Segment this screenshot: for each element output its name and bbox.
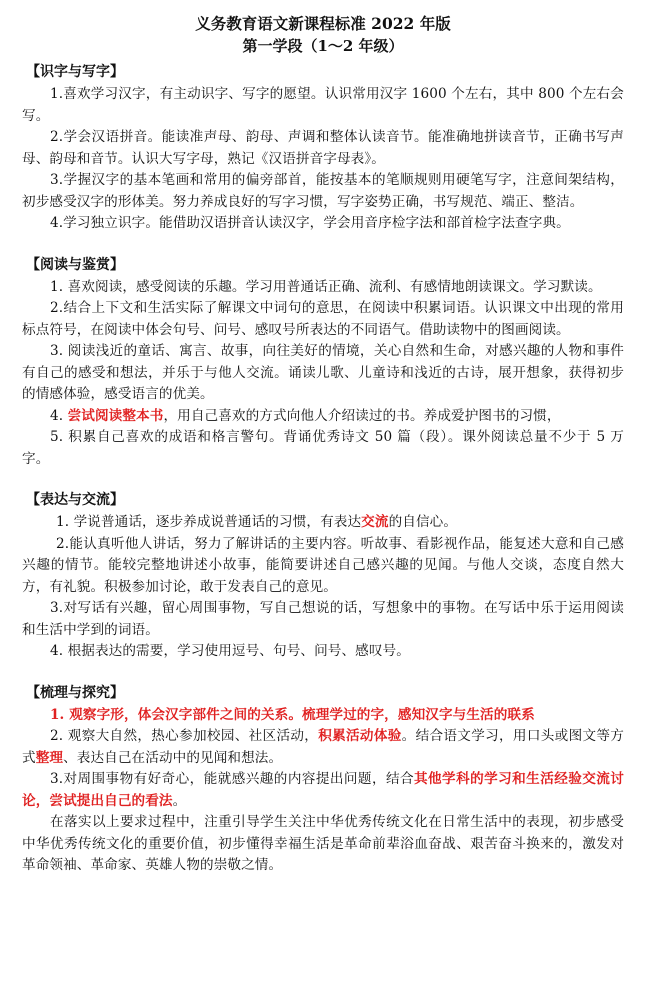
paragraph-text: 3.学握汉字的基本笔画和常用的偏旁部首，能按基本的笔顺规则用硬笔写字，注意间架结构，初步感受汉字的形体美。努力养成良好的写字习惯，写字姿势正确，书写规范、端正、整洁。 xyxy=(22,172,624,210)
section-expression-communication xyxy=(22,490,624,663)
paragraph-text: 3.对周围事物有好奇心，能就感兴趣的内容提出问题，结合 xyxy=(50,771,415,787)
highlighted-text: 尝试阅读整本书 xyxy=(67,407,164,424)
paragraph xyxy=(22,341,624,406)
section-heading: 【表达与交流】 xyxy=(26,492,124,508)
paragraph-text: 在落实以上要求过程中，注重引导学生关注中华优秀传统文化在日常生活中的表现，初步感受中华优秀传统文化的重要价值，初步懂得幸福生活是革命前辈浴血奋战、艰苦奋斗换来的，激发对革命领袖、革命家、英雄人物的崇敬之情。 xyxy=(22,814,624,873)
section-heading: 【识字与写字】 xyxy=(26,64,124,80)
paragraph xyxy=(22,812,624,877)
paragraph-text: 2.结合上下文和生活实际了解课文中词句的意思，在阅读中积累词语。认识课文中出现的常用标点符号，在阅读中体会句号、问号、感叹号所表达的不同语气。借助读物中的图画阅读。 xyxy=(22,300,624,338)
paragraph xyxy=(22,534,624,599)
paragraph xyxy=(22,726,624,769)
paragraph-text: 、表达自己在活动中的见闻和想法。 xyxy=(63,749,283,766)
paragraph xyxy=(22,705,624,727)
section-heading: 【梳理与探究】 xyxy=(26,684,124,701)
section-literacy-writing xyxy=(22,62,624,235)
paragraph-text: 2.学会汉语拼音。能读准声母、韵母、声调和整体认读音节。能准确地拼读音节，正确书写声母、韵母和音节。认识大写字母，熟记《汉语拼音字母表》。 xyxy=(22,129,624,167)
section-spacer xyxy=(22,235,624,255)
paragraph-text: 3. 阅读浅近的童话、寓言、故事，向往美好的情境，关心自然和生命，对感兴趣的人物和事件有自己的感受和想法，并乐于与他人交流。诵读儿歌、儿童诗和浅近的古诗，展开想象，获得初步的情感体验，感受语言的优美。 xyxy=(22,343,624,402)
section-spacer xyxy=(22,663,624,683)
paragraph-text: 的自信心。 xyxy=(388,514,458,530)
paragraph-text: 4. 根据表达的需要，学习使用逗号、句号、问号、感叹号。 xyxy=(50,643,410,659)
section-organizing-exploring xyxy=(22,683,624,877)
paragraph-text: 4. xyxy=(50,407,68,424)
paragraph-text: 1. 喜欢阅读，感受阅读的乐趣。学习用普通话正确、流利、有感情地朗读课文。学习默读。 xyxy=(50,278,602,295)
paragraph xyxy=(22,298,624,341)
paragraph xyxy=(22,277,624,299)
paragraph-text: 2.能认真听他人讲话，努力了解讲话的主要内容。听故事、看影视作品，能复述大意和自己感兴趣的情节。能较完整地讲述小故事，能简要讲述自己感兴趣的见闻。与他人交谈，态度自然大方，有礼貌。积极参加讨论，敢于发表自己的意见。 xyxy=(22,535,624,595)
paragraph-text: 1.喜欢学习汉字，有主动识字、写字的愿望。认识常用汉字 1600 个左右，其中 800 个左右会写。 xyxy=(22,86,624,124)
paragraph-text: 2. 观察大自然，热心参加校园、社区活动， xyxy=(50,728,319,744)
section-spacer xyxy=(22,470,624,490)
paragraph-text: ，用自己喜欢的方式向他人介绍读过的书。养成爱护图书的习惯， xyxy=(163,407,561,424)
section-reading-appreciation xyxy=(22,255,624,471)
highlighted-text: 整理 xyxy=(35,749,64,766)
paragraph-text: 。结合语文学习，用口头或图文等方式 xyxy=(22,728,624,766)
paragraph xyxy=(22,84,624,127)
paragraph xyxy=(22,427,624,470)
paragraph xyxy=(22,598,624,641)
paragraph-text: 3.对写话有兴趣，留心周围事物，写自己想说的话，写想象中的事物。在写话中乐于运用阅读和生活中学到的词语。 xyxy=(22,600,624,638)
paragraph xyxy=(22,213,624,235)
paragraph xyxy=(22,512,624,534)
paragraph-text: 。 xyxy=(172,792,187,809)
section-heading: 【阅读与鉴赏】 xyxy=(26,256,124,273)
document-title: 义务教育语文新课程标准 2022 年版 xyxy=(195,14,451,33)
highlighted-text: 积累活动体验 xyxy=(318,728,402,744)
paragraph-text: 4.学习独立识字。能借助汉语拼音认读汉字，学会用音序检字法和部首检字法查字典。 xyxy=(50,215,570,231)
highlighted-text: 1. 观察字形，体会汉字部件之间的关系。梳理学过的字，感知汉字与生活的联系 xyxy=(50,706,535,723)
paragraph xyxy=(22,769,624,812)
highlighted-text: 其他学科的学习和生活经验交流讨论，尝试提出自己的看法 xyxy=(22,771,624,809)
paragraph-text: 1. 学说普通话，逐步养成说普通话的习惯，有表达 xyxy=(56,514,362,530)
paragraph xyxy=(22,641,624,663)
paragraph-text: 5. 积累自己喜欢的成语和格言警句。背诵优秀诗文 50 篇（段）。课外阅读总量不少于 5 万字。 xyxy=(22,429,624,467)
paragraph xyxy=(22,127,624,170)
paragraph xyxy=(22,170,624,213)
document-subtitle: 第一学段（1～2 年级） xyxy=(242,37,404,55)
highlighted-text: 交流 xyxy=(361,514,389,530)
paragraph xyxy=(22,406,624,428)
